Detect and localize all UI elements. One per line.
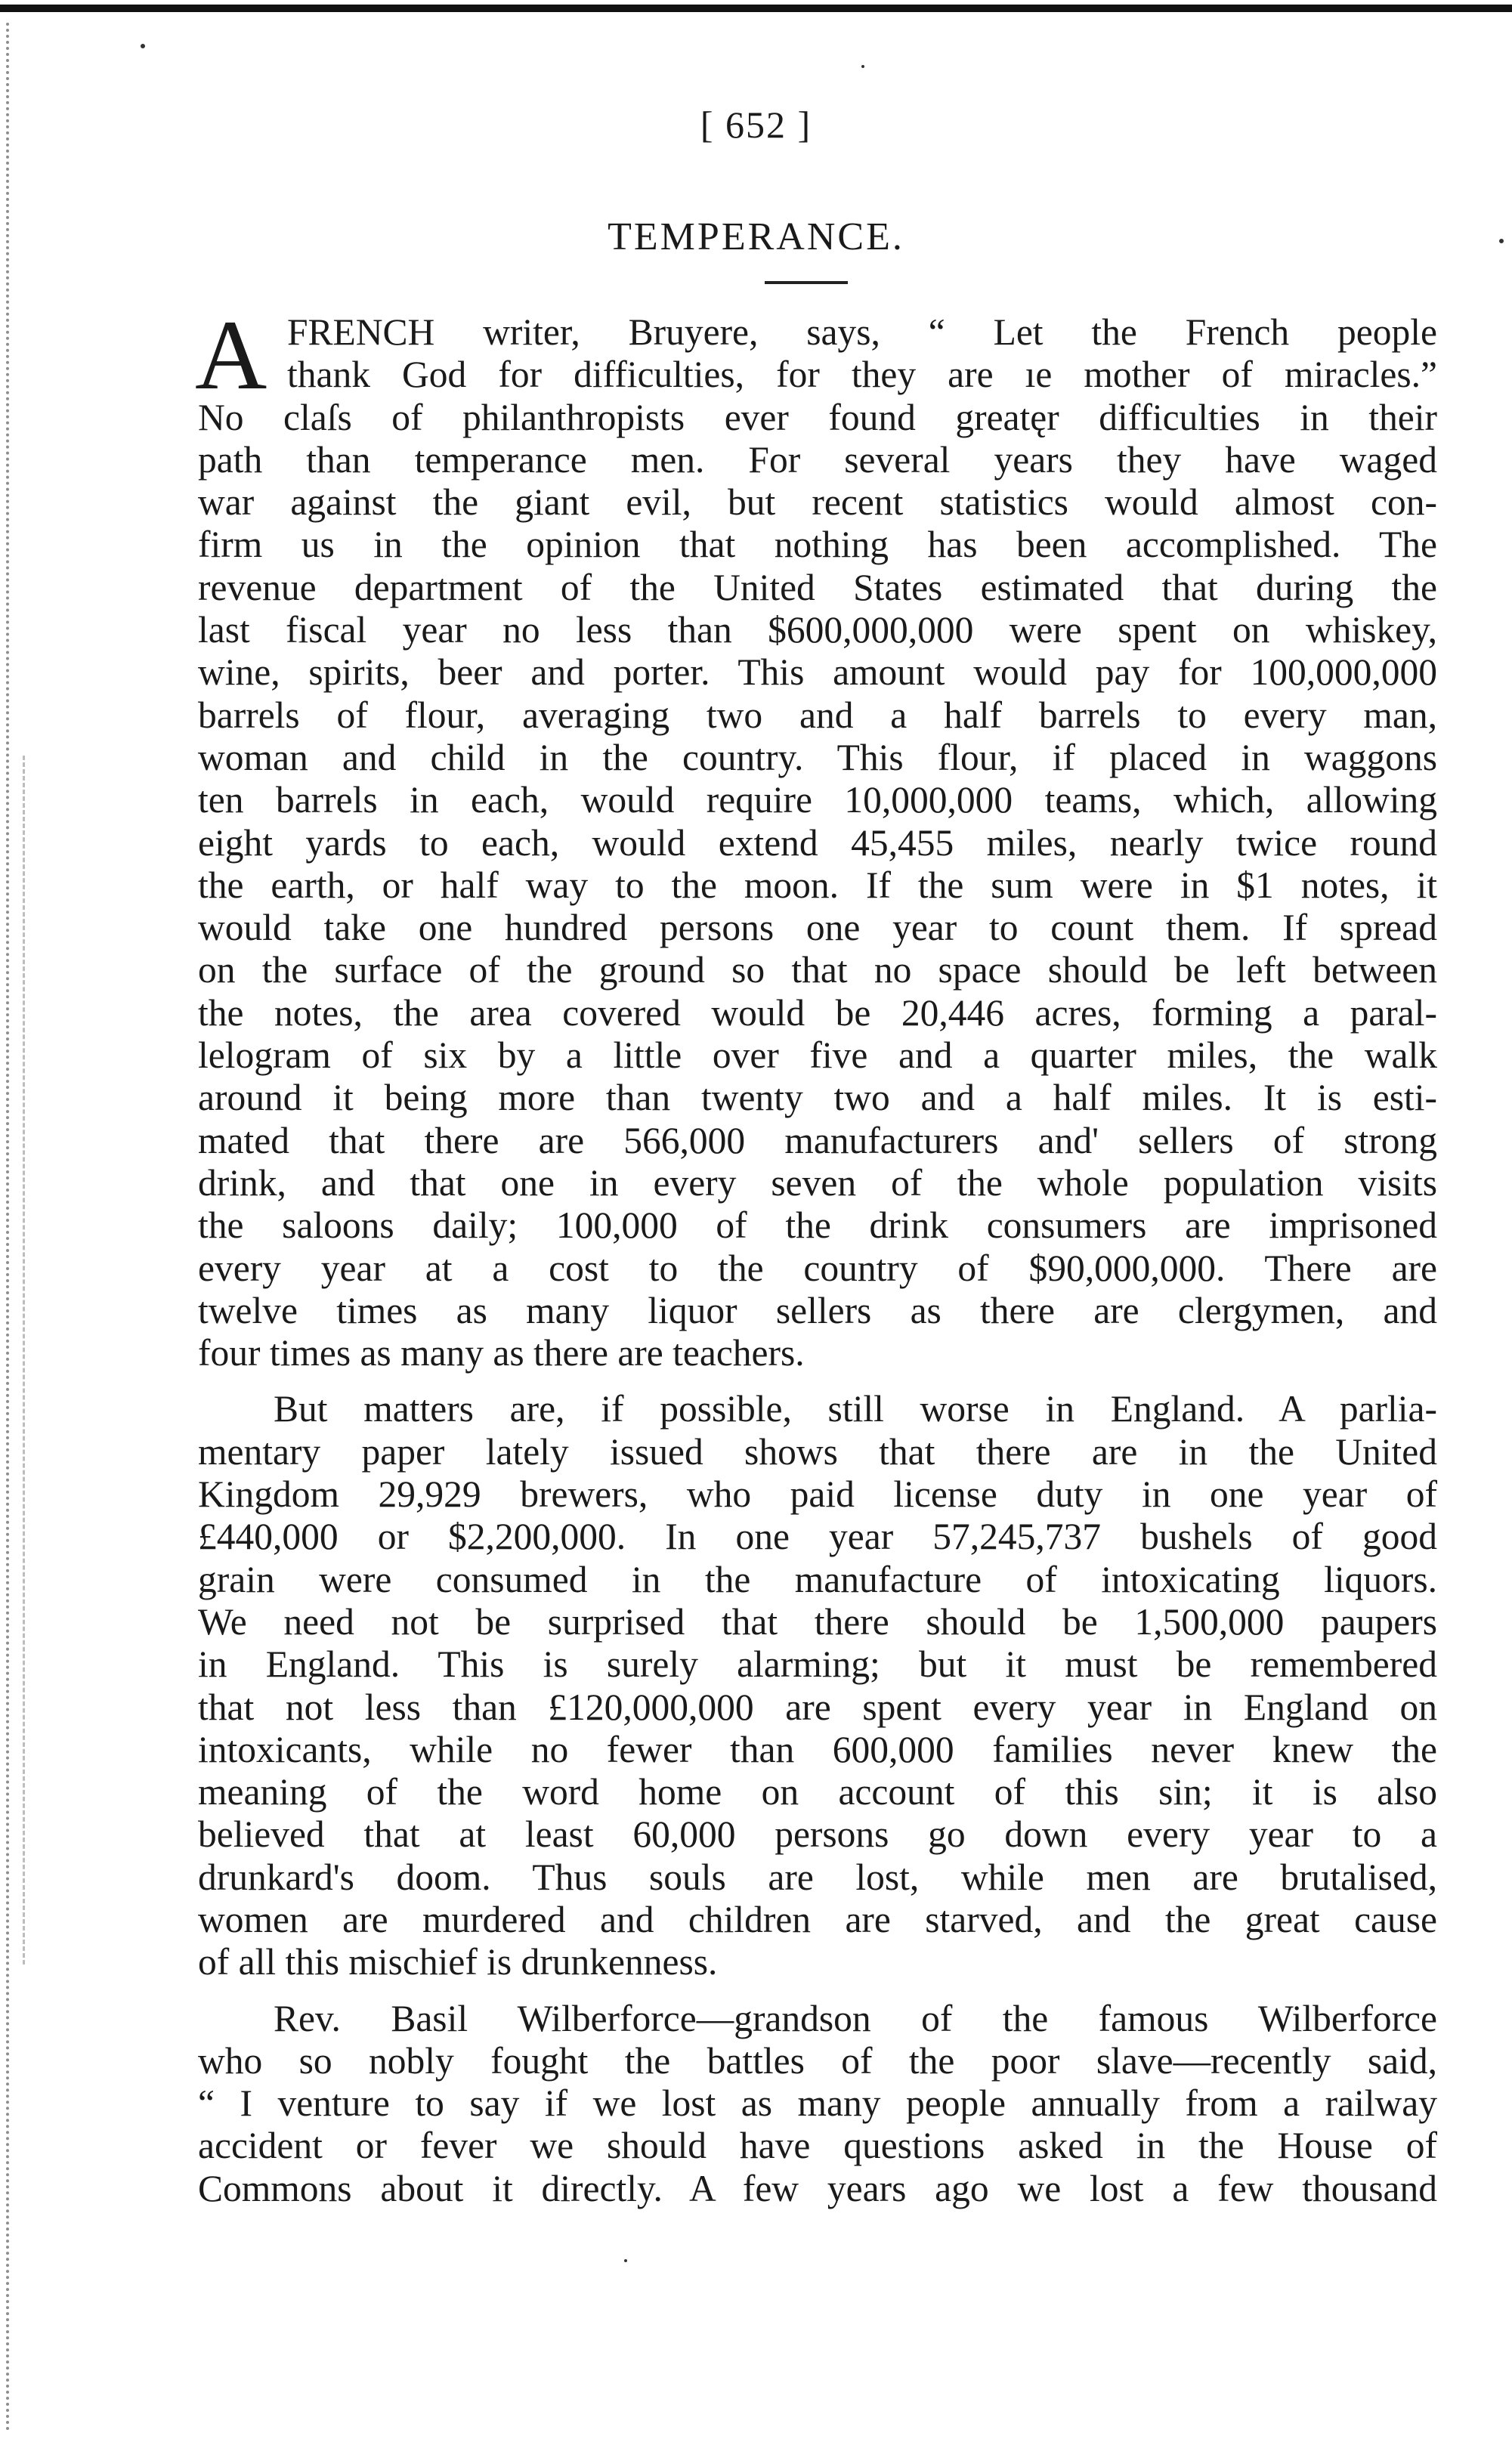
text-line: grain were consumed in the manufacture of intoxicating liquors.	[198, 1558, 1437, 1600]
text-line: twelve times as many liquor sellers as there are clergymen, and	[198, 1289, 1437, 1331]
text-line: We need not be surprised that there should be 1,500,000 paupers	[198, 1600, 1437, 1643]
text-line: eight yards to each, would extend 45,455 miles, nearly twice round	[198, 821, 1437, 864]
text-line: war against the giant evil, but recent statistics would almost con-	[198, 481, 1437, 524]
text-line: last fiscal year no less than $600,000,000 were spent on whiskey,	[198, 609, 1437, 651]
text-line: woman and child in the country. This flour, if placed in waggons	[198, 736, 1437, 778]
text-line: the notes, the area covered would be 20,446 acres, forming a paral-	[198, 991, 1437, 1034]
text-line: Commons about it directly. A few years ago we lost a few thousand	[198, 2167, 1437, 2209]
text-line: the earth, or half way to the moon. If the sum were in $1 notes, it	[198, 864, 1437, 906]
paragraph-3	[198, 1998, 1437, 2210]
text-line: drunkard's doom. Thus souls are lost, while men are brutalised,	[198, 1856, 1437, 1898]
text-line: would take one hundred persons one year to count them. If spread	[198, 907, 1437, 949]
text-line: around it being more than twenty two and a half miles. It is esti-	[198, 1077, 1437, 1119]
text-line: the saloons daily; 100,000 of the drink consumers are imprisoned	[198, 1204, 1437, 1247]
drop-cap: A	[195, 299, 267, 410]
text-line: that not less than £120,000,000 are spent every year in England on	[198, 1686, 1437, 1728]
text-line: thank God for difficulties, for they are ıe mother of miracles.”	[287, 354, 1437, 396]
print-speck	[624, 2259, 627, 2262]
text-line: But matters are, if possible, still worse in England. A parlia-	[274, 1388, 1437, 1430]
text-line: path than temperance men. For several years they have waged	[198, 438, 1437, 481]
article-body	[195, 299, 1437, 2210]
text-line: No claſs of philanthropists ever found greatęr difficulties in their	[198, 396, 1437, 438]
binding-edge-marks	[6, 23, 14, 2433]
text-line: £440,000 or $2,200,000. In one year 57,245,737 bushels of good	[198, 1516, 1437, 1558]
text-line: mentary paper lately issued shows that there are in the United	[198, 1430, 1437, 1473]
text-line: drink, and that one in every seven of the whole population visits	[198, 1161, 1437, 1204]
print-speck	[1499, 239, 1504, 243]
article-title: TEMPERANCE.	[608, 215, 904, 258]
text-line: “ I venture to say if we lost as many people annually from a railway	[198, 2082, 1437, 2125]
text-line: intoxicants, while no fewer than 600,000 families never knew the	[198, 1728, 1437, 1770]
title-divider	[765, 281, 848, 284]
text-line: wine, spirits, beer and porter. This amount would pay for 100,000,000	[198, 651, 1437, 694]
text-line: four times as many as there are teachers.	[198, 1332, 805, 1374]
paragraph-gap	[198, 1984, 1437, 1998]
text-line: barrels of flour, averaging two and a half barrels to every man,	[198, 694, 1437, 736]
text-line: of all this mischief is drunkenness.	[198, 1941, 718, 1983]
page-number: [ 652 ]	[700, 104, 812, 146]
paragraph-gap	[198, 1374, 1437, 1388]
paragraph-2	[198, 1388, 1437, 1983]
top-border-rule	[0, 5, 1512, 12]
text-line: lelogram of six by a little over five and a quarter miles, the walk	[198, 1034, 1437, 1077]
text-line: who so nobly fought the battles of the poor slave—recently said,	[198, 2039, 1437, 2082]
text-line: Rev. Basil Wilberforce—grandson of the famous Wilberforce	[274, 1997, 1437, 2039]
print-speck	[141, 44, 145, 48]
text-line: Kingdom 29,929 brewers, who paid license duty in one year of	[198, 1473, 1437, 1516]
text-line: mated that there are 566,000 manufacturers and' sellers of strong	[198, 1119, 1437, 1161]
text-line: FRENCH writer, Bruyere, says, “ Let the French people	[287, 311, 1437, 353]
text-line: in England. This is surely alarming; but it must be remembered	[198, 1643, 1437, 1686]
text-line: meaning of the word home on account of this sin; it is also	[198, 1771, 1437, 1813]
text-line: every year at a cost to the country of $90,000,000. There are	[198, 1247, 1437, 1289]
text-line: on the surface of the ground so that no space should be left between	[198, 949, 1437, 991]
paragraph-1	[195, 299, 1437, 1374]
text-line: firm us in the opinion that nothing has been accomplished. The	[198, 524, 1437, 566]
text-line: ten barrels in each, would require 10,000,000 teams, which, allowing	[198, 779, 1437, 821]
text-line: revenue department of the United States estimated that during the	[198, 566, 1437, 608]
binding-shadow-marks	[23, 756, 28, 1964]
text-line: accident or fever we should have questions asked in the House of	[198, 2125, 1437, 2167]
text-line: believed that at least 60,000 persons go down every year to a	[198, 1813, 1437, 1856]
text-line: women are murdered and children are starved, and the great cause	[198, 1898, 1437, 1940]
print-speck	[861, 65, 864, 68]
